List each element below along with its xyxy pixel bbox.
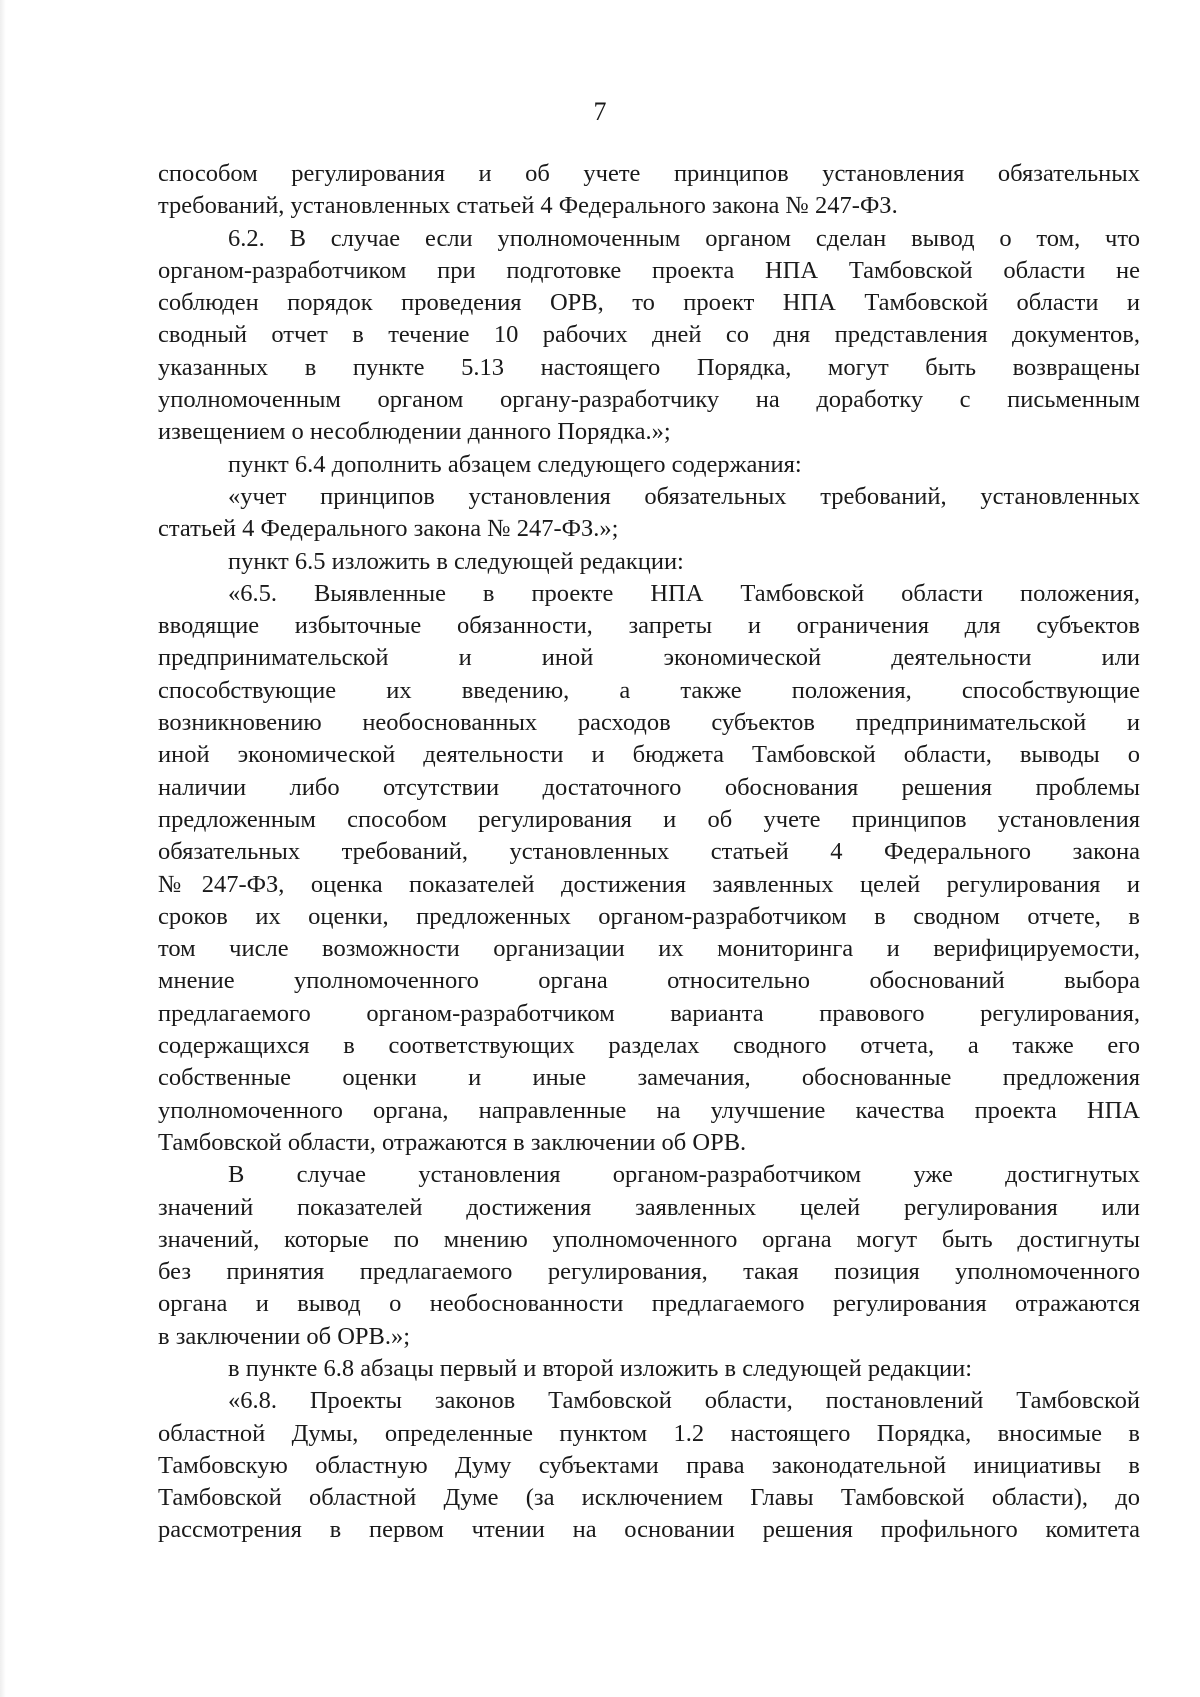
text-line: иной экономической деятельности и бюджета Тамбовской области, выводы о [158,741,1140,769]
text-line: уполномоченного органа, направленные на улучшение качества проекта НПА [158,1096,1140,1124]
text-line: способствующие их введению, а также положения, способствующие [158,676,1140,704]
page-number: 7 [593,97,607,126]
text-line: Тамбовской области, отражаются в заключении об ОРВ. [158,1128,747,1156]
text-line: указанных в пункте 5.13 настоящего Порядка, могут быть возвращены [158,353,1140,381]
text-line: том числе возможности организации их мониторинга и верифицируемости, [158,935,1140,963]
text-line: мнение уполномоченного органа относительно обоснований выбора [158,967,1140,995]
text-line: вводящие избыточные обязанности, запреты и ограничения для субъектов [158,612,1140,640]
text-line: сроков их оценки, предложенных органом-разработчиком в сводном отчете, в [158,902,1140,930]
text-line: требований, установленных статьей 4 Федерального закона № 247-ФЗ. [158,192,898,220]
text-line: предложенным способом регулирования и об учете принципов установления [158,805,1140,833]
text-line: «учет принципов установления обязательных требований, установленных [228,482,1140,510]
text-line: в заключении об ОРВ.»; [158,1322,411,1350]
text-line: статьей 4 Федерального закона № 247-ФЗ.»; [158,515,619,543]
text-line: органом-разработчиком при подготовке проекта НПА Тамбовской области не [158,256,1140,284]
text-line: 6.2. В случае если уполномоченным органом сделан вывод о том, что [228,224,1140,252]
text-line: пункт 6.4 дополнить абзацем следующего содержания: [228,450,802,478]
text-line: в пункте 6.8 абзацы первый и второй изложить в следующей редакции: [228,1354,973,1382]
text-line: обязательных требований, установленных статьей 4 Федерального закона [158,838,1140,866]
text-line: областной Думы, определенные пунктом 1.2 настоящего Порядка, вносимые в [158,1419,1140,1447]
text-line: уполномоченным органом органу-разработчику на доработку с письменным [158,386,1140,414]
text-line: «6.5. Выявленные в проекте НПА Тамбовской области положения, [228,579,1140,607]
text-line: значений показателей достижения заявленных целей регулирования или [158,1193,1140,1221]
text-line: возникновению необоснованных расходов субъектов предпринимательской и [158,709,1140,737]
text-line: предпринимательской и иной экономической деятельности или [158,644,1140,672]
text-line: предлагаемого органом-разработчиком варианта правового регулирования, [158,999,1140,1027]
text-line: «6.8. Проекты законов Тамбовской области, постановлений Тамбовской [228,1387,1140,1415]
text-line: Тамбовской областной Думе (за исключением Главы Тамбовской области), до [158,1484,1140,1512]
text-line: способом регулирования и об учете принципов установления обязательных [158,160,1140,187]
scan-edge [0,0,6,1697]
text-line: содержащихся в соответствующих разделах сводного отчета, а также его [158,1032,1140,1060]
text-line: собственные оценки и иные замечания, обоснованные предложения [158,1064,1140,1092]
text-line: наличии либо отсутствии достаточного обоснования решения проблемы [158,773,1140,801]
text-line: пункт 6.5 изложить в следующей редакции: [228,547,684,575]
text-line: значений, которые по мнению уполномоченного органа могут быть достигнуты [158,1225,1140,1253]
document-body [158,158,1140,1547]
text-line: без принятия предлагаемого регулирования, такая позиция уполномоченного [158,1258,1140,1286]
text-line: извещением о несоблюдении данного Порядка.»; [158,418,671,446]
text-line: Тамбовскую областную Думу субъектами права законодательной инициативы в [158,1451,1140,1479]
text-line: В случае установления органом-разработчиком уже достигнутых [228,1161,1140,1189]
text-line: сводный отчет в течение 10 рабочих дней со дня представления документов, [158,321,1140,349]
text-line: соблюден порядок проведения ОРВ, то проект НПА Тамбовской области и [158,289,1140,317]
text-line: рассмотрения в первом чтении на основании решения профильного комитета [158,1516,1140,1544]
text-line: №247-ФЗ, оценка показателей достижения заявленных целей регулирования и [158,870,1140,898]
text-line: органа и вывод о необоснованности предлагаемого регулирования отражаются [158,1290,1140,1318]
